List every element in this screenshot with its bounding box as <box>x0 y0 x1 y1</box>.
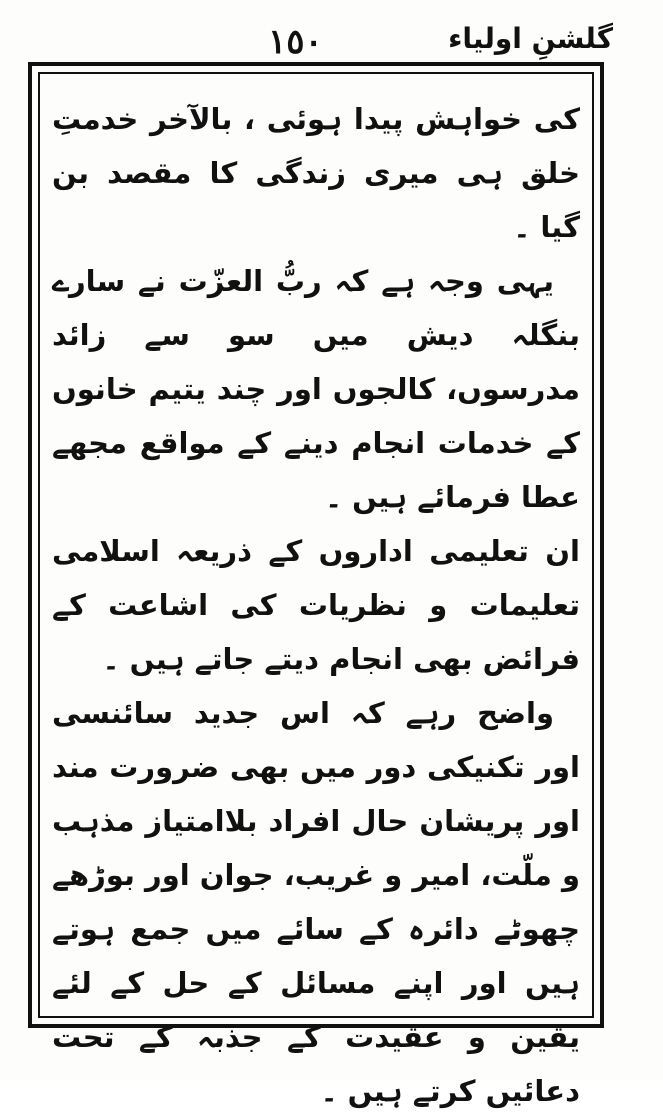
paragraph: یہی وجہ ہے کہ ربُّ العزّت نے سارے بنگلہ دیش میں سو سے زائد مدرسوں، کالجوں اور چند یتیم خانوں کے خدمات انجام دینے کے مواقع مجھے عطا فرمائے ہیں ۔ <box>52 264 580 514</box>
paragraph: واضح رہے کہ اس جدید سائنسی اور تکنیکی دور میں بھی ضرورت مند اور پریشان حال افراد بلاامتیاز مذہب و ملّت، امیر و غریب، جوان اور بوڑھے چھوٹے دائرہ کے سائے میں جمع ہوتے ہیں اور اپنے مسائل کے حل کے لئے یقین و عقیدت کے جذبہ کے تحت دعائیں کرتے ہیں ۔ <box>52 696 580 1108</box>
paragraph: کی خواہش پیدا ہوئی ، بالآخر خدمتِ خلق ہی میری زندگی کا مقصد بن گیا ۔ <box>52 102 580 244</box>
running-title: گلشنِ اولیاء <box>448 22 613 55</box>
paragraph: ان تعلیمی اداروں کے ذریعہ اسلامی تعلیمات و نظریات کی اشاعت کے فرائض بھی انجام دیتے جاتے ہیں ۔ <box>52 534 580 676</box>
body-text <box>52 92 580 1118</box>
page-number: ١٥٠ <box>268 22 323 62</box>
